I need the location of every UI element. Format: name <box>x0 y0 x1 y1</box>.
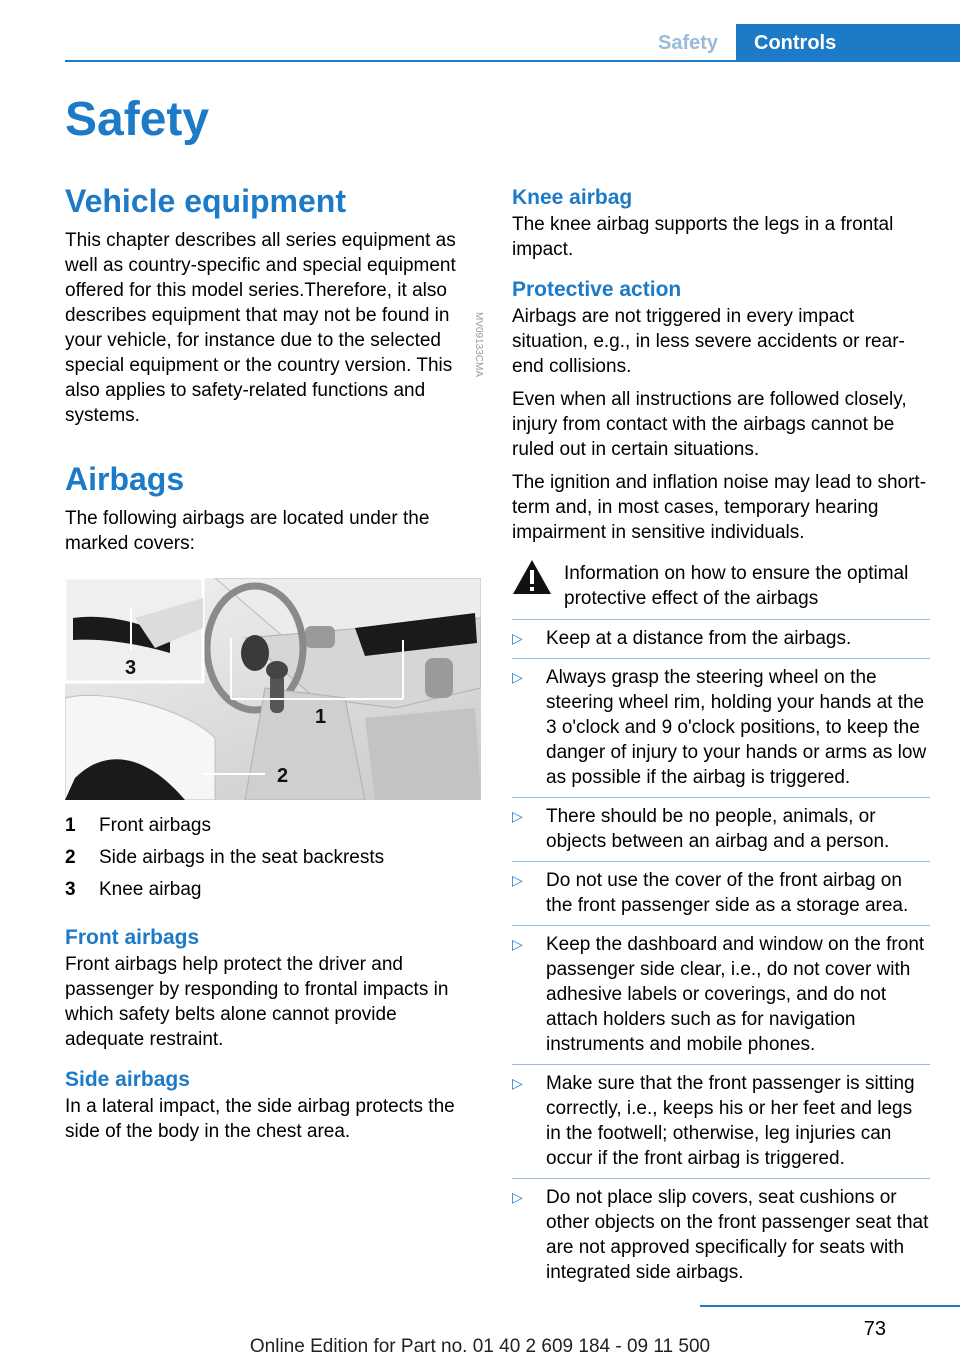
list-item <box>512 925 930 1064</box>
legend-number: 2 <box>65 847 76 868</box>
legend-item <box>65 810 480 842</box>
knee-airbag-text: The knee airbag supports the legs in a frontal impact. <box>512 214 894 260</box>
list-item <box>512 658 930 797</box>
legend-item <box>65 874 480 906</box>
safety-bullet-list <box>512 619 930 1292</box>
list-item <box>512 861 930 925</box>
car-interior-illustration <box>65 578 481 800</box>
list-item <box>512 797 930 861</box>
vehicle-equipment-heading: Vehicle equipment <box>65 183 346 219</box>
list-item <box>512 1178 930 1292</box>
bullet-triangle-icon: ▷ <box>512 1075 523 1091</box>
legend-number: 1 <box>65 815 76 836</box>
bullet-triangle-icon: ▷ <box>512 808 523 824</box>
legend-label: Knee airbag <box>99 879 202 900</box>
list-item-text: Keep the dashboard and window on the front passenger side clear, i.e., do not cover with adhesive labels or coverings, and do not attach holders such as for navigation instruments and mobile phones. <box>546 934 925 1055</box>
warning-box <box>512 561 930 611</box>
bullet-triangle-icon: ▷ <box>512 936 523 952</box>
warning-text: Information on how to ensure the optimal protective effect of the airbags <box>564 563 909 609</box>
callout-2: 2 <box>277 765 289 787</box>
list-item-text: Keep at a distance from the airbags. <box>546 628 852 649</box>
list-item-text: Do not use the cover of the front airbag on the front passenger side as a storage area. <box>546 870 909 916</box>
airbags-intro: The following airbags are located under the marked covers: <box>65 508 430 554</box>
bullet-triangle-icon: ▷ <box>512 630 523 646</box>
list-item-text: Do not place slip covers, seat cushions or other objects on the front passenger seat that are not approved specifically for seats with integrated side airbags. <box>546 1187 929 1283</box>
side-airbags-heading: Side airbags <box>65 1068 190 1091</box>
bullet-triangle-icon: ▷ <box>512 1189 523 1205</box>
callout-3: 3 <box>125 657 137 679</box>
right-column <box>512 184 930 1292</box>
figure-code: MV09133CMA <box>473 312 484 378</box>
list-item-text: Always grasp the steering wheel on the steering wheel rim, holding your hands at the 3 o'clock and 9 o'clock positions, to keep the danger of injury to your hands or arms as low as possible if the airbag is triggered. <box>546 667 927 788</box>
page-title: Safety <box>65 93 210 146</box>
header-rule <box>65 60 960 62</box>
front-airbags-text: Front airbags help protect the driver and passenger by responding to frontal impacts in which safety belts alone cannot provide adequate restraint. <box>65 954 449 1050</box>
warning-triangle-icon <box>512 559 552 595</box>
legend-label: Front airbags <box>99 815 211 836</box>
list-item <box>512 1064 930 1178</box>
vehicle-equipment-text: This chapter describes all series equipment as well as country-specific and special equipment offered for this model series.Therefore, it also describes equipment that may not be found in your vehicle, for instance due to the selected special equipment or the country version. This also applies to safety-related functions and systems. <box>65 230 456 426</box>
airbag-locations-figure <box>65 578 481 800</box>
protective-action-p3: The ignition and inflation noise may lead to short-term and, in most cases, temporary hearing impairment in sensitive individuals. <box>512 472 927 543</box>
airbags-heading: Airbags <box>65 461 185 497</box>
protective-action-p2: Even when all instructions are followed closely, injury from contact with the airbags cannot be ruled out in certain situations. <box>512 389 907 460</box>
list-item <box>512 619 930 658</box>
list-item-text: There should be no people, animals, or objects between an airbag and a person. <box>546 806 890 852</box>
header-tab-controls[interactable]: Controls <box>736 24 960 62</box>
knee-airbag-heading: Knee airbag <box>512 186 633 209</box>
bullet-triangle-icon: ▷ <box>512 669 523 685</box>
front-airbags-heading: Front airbags <box>65 926 200 949</box>
airbag-legend <box>65 810 480 906</box>
page-number: 73 <box>863 1318 886 1340</box>
callout-1: 1 <box>315 706 327 728</box>
header-tab-safety[interactable]: Safety <box>657 32 719 54</box>
legend-number: 3 <box>65 879 76 900</box>
footer-rule <box>700 1305 960 1307</box>
list-item-text: Make sure that the front passenger is sitting correctly, i.e., keeps his or her feet and legs in the footwell; otherwise, leg injuries can occur if the front airbag is triggered. <box>546 1073 915 1169</box>
protective-action-p1: Airbags are not triggered in every impact situation, e.g., in less severe accidents or rear-end collisions. <box>512 306 905 377</box>
edition-footer: Online Edition for Part no. 01 40 2 609 184 - 09 11 500 <box>249 1336 711 1357</box>
left-column <box>65 180 484 1152</box>
side-airbags-text: In a lateral impact, the side airbag protects the side of the body in the chest area. <box>65 1096 455 1142</box>
bullet-triangle-icon: ▷ <box>512 872 523 888</box>
legend-item <box>65 842 480 874</box>
protective-action-heading: Protective action <box>512 278 682 301</box>
legend-label: Side airbags in the seat backrests <box>99 847 385 868</box>
